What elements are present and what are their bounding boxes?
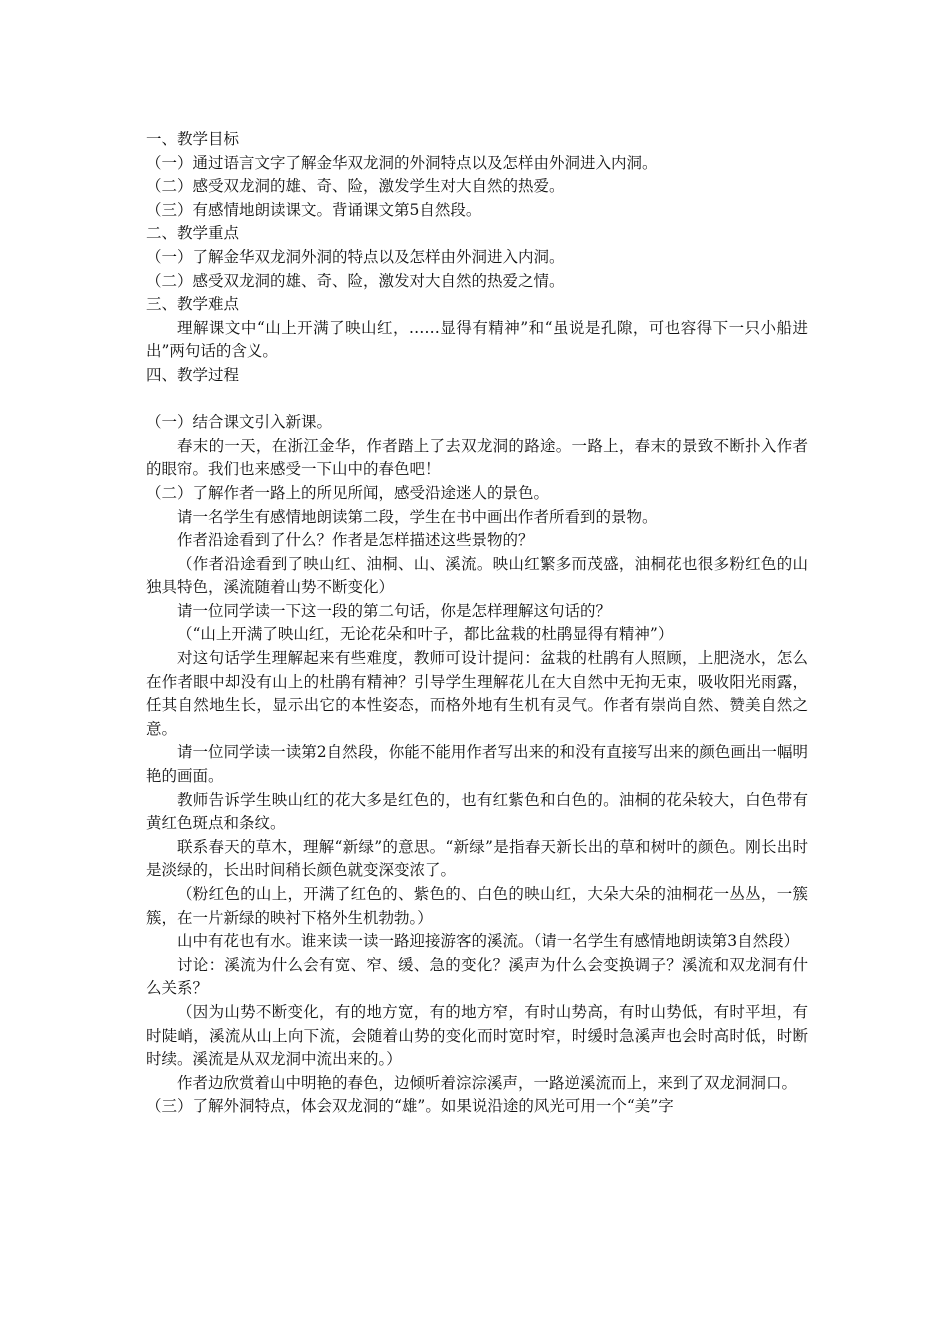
paragraph: （粉红色的山上，开满了红色的、紫色的、白色的映山红，大朵大朵的油桐花一丛丛，一簇簇，在一片新绿的映衬下格外生机勃勃。） <box>146 885 808 927</box>
paragraph: （因为山势不断变化，有的地方宽，有的地方窄，有时山势高，有时山势低，有时平坦，有时陡峭，溪流从山上向下流，会随着山势的变化而时宽时窄，时缓时急溪声也会时高时低，时断时续。溪流是从双龙洞中流出来的。） <box>146 1002 808 1069</box>
paragraph: 作者沿途看到了什么？作者是怎样描述这些景物的？ <box>177 531 534 550</box>
section-heading-key-points: 二、教学重点 <box>146 224 240 243</box>
paragraph: 讨论：溪流为什么会有宽、窄、缓、急的变化？溪声为什么会变换调子？溪流和双龙洞有什么关系？ <box>146 955 808 998</box>
paragraph: 作者边欣赏着山中明艳的春色，边倾听着淙淙溪声，一路逆溪流而上，来到了双龙洞洞口。 <box>177 1073 798 1092</box>
paragraph: 请一位同学读一读第2自然段，你能不能用作者写出来的和没有直接写出来的颜色画出一幅明艳的画面。 <box>146 743 808 786</box>
key-point-1: （一）了解金华双龙洞外洞的特点以及怎样由外洞进入内洞。 <box>146 247 565 266</box>
paragraph: 对这句话学生理解起来有些难度，教师可设计提问：盆栽的杜鹃有人照顾，上肥浇水，怎么在作者眼中却没有山上的杜鹃有精神？引导学生理解花儿在大自然中无拘无束，吸收阳光雨露，任其自然地生长，显示出它的本性姿态，而格外地有生机有灵气。作者有崇尚自然、赞美自然之意。 <box>146 649 808 738</box>
section-heading-process: 四、教学过程 <box>146 365 240 384</box>
section-heading-objectives: 一、教学目标 <box>146 130 240 148</box>
section-heading-difficulties: 三、教学难点 <box>146 295 240 314</box>
objective-1: （一）通过语言文字了解金华双龙洞的外洞特点以及怎样由外洞进入内洞。 <box>146 153 658 172</box>
paragraph: 联系春天的草木，理解“新绿”的意思。“新绿”是指春天新长出的草和树叶的颜色。刚长出时是淡绿的，长出时间稍长颜色就变深变浓了。 <box>146 837 808 880</box>
paragraph: （“山上开满了映山红，无论花朵和叶子，都比盆栽的杜鹃显得有精神”） <box>177 625 674 644</box>
objective-2: （二）感受双龙洞的雄、奇、险，激发学生对大自然的热爱。 <box>146 177 565 196</box>
objective-3: （三）有感情地朗读课文。背诵课文第5自然段。 <box>146 200 482 219</box>
paragraph: 春末的一天，在浙江金华，作者踏上了去双龙洞的路途。一路上，春末的景致不断扑入作者的眼帘。我们也来感受一下山中的春色吧！ <box>146 436 808 479</box>
paragraph: （作者沿途看到了映山红、油桐、山、溪流。映山红繁多而茂盛，油桐花也很多粉红色的山独具特色，溪流随着山势不断变化） <box>146 554 808 597</box>
step-1-heading: （一）结合课文引入新课。 <box>146 413 333 432</box>
paragraph: 请一位同学读一下这一段的第二句话，你是怎样理解这句话的？ <box>177 601 612 620</box>
step-2-heading: （二）了解作者一路上的所见所闻，感受沿途迷人的景色。 <box>146 483 550 502</box>
paragraph: 教师告诉学生映山红的花大多是红色的，也有红紫色和白色的。油桐的花朵较大，白色带有黄红色斑点和条纹。 <box>146 790 808 833</box>
blank-line <box>146 388 808 412</box>
key-point-2: （二）感受双龙洞的雄、奇、险，激发对大自然的热爱之情。 <box>146 271 565 290</box>
paragraph: 请一名学生有感情地朗读第二段，学生在书中画出作者所看到的景物。 <box>177 507 658 526</box>
lesson-plan-body <box>146 128 808 1119</box>
difficulty-paragraph: 理解课文中“山上开满了映山红，……显得有精神”和“虽说是孔隙，可也容得下一只小船进出”两句话的含义。 <box>146 318 808 361</box>
step-3-heading: （三）了解外洞特点，体会双龙洞的“雄”。如果说沿途的风光可用一个“美”字 <box>146 1097 674 1116</box>
paragraph: 山中有花也有水。谁来读一读一路迎接游客的溪流。（请一名学生有感情地朗读第3自然段） <box>177 932 800 951</box>
